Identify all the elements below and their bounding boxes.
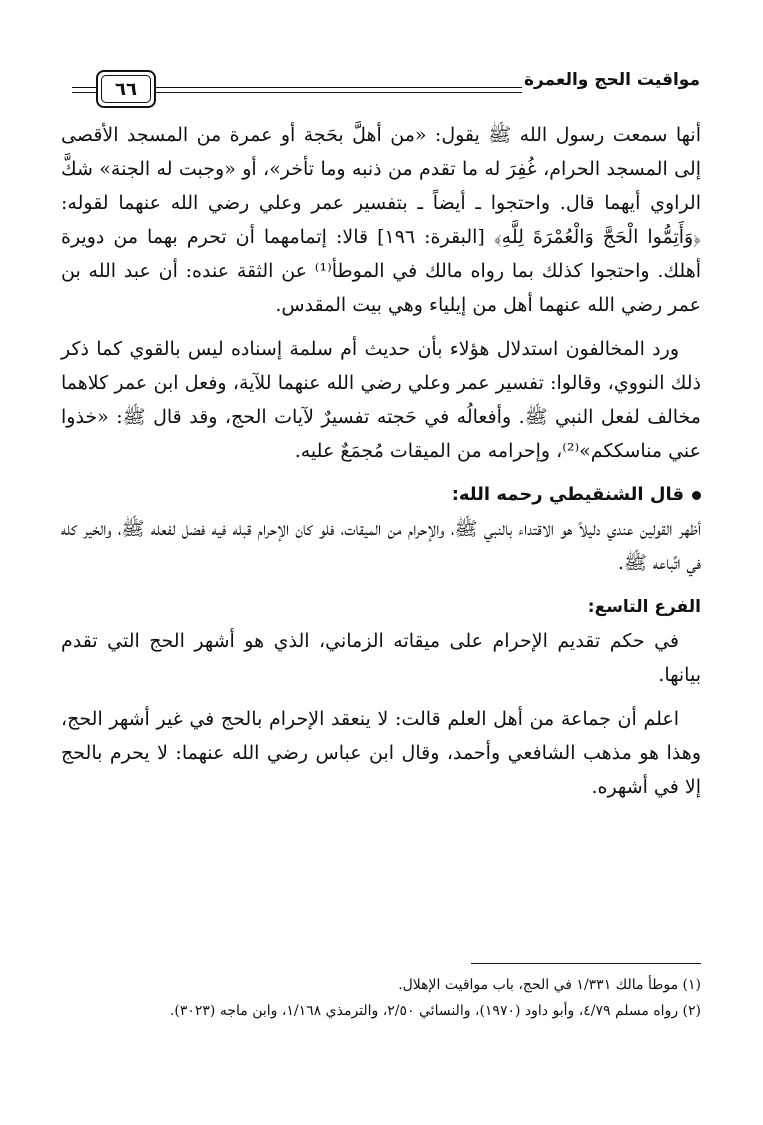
spacer [61,580,701,590]
footnote-2: (٢) رواه مسلم ٤/٧٩، وأبو داود (١٩٧٠)، والنسائي ٢/٥٠، والترمذي ١/١٦٨، وابن ماجه (٣٠٢٣). [169,1003,701,1019]
page-body [61,118,701,804]
shanqiti-heading [61,478,701,512]
paragraph-4: في حكم تقديم الإحرام على ميقاته الزماني، الذي هو أشهر الحج التي تقدم بيانها. [61,630,701,686]
paragraph-2: ورد المخالفون استدلال هؤلاء بأن حديث أم سلمة إسناده ليس بالقوي كما ذكر ذلك النووي، وقالوا: تفسير عمر وعلي رضي الله عنهما للآية، وفعل ابن عمر كلاهما مخالف لفعل النبي ﷺ. وأفعالُه في حَجته تفسيرٌ لآيات الحج، وقد قال ﷺ: «خذوا عني مناسككم»⁽²⁾، وإحرامه من الميقات مُجمَعٌ عليه. [61,338,701,462]
paragraph-3: أظهر القولين عندي دليلاً هو الاقتداء بالنبي ﷺ، والإحرام من الميقات، فلو كان الإحرام قبله فيه فضل لفعله ﷺ، والخير كله في اتِّباعه ﷺ. [61,518,701,574]
shanqiti-heading-text: قال الشنقيطي رحمه الله: [451,484,684,505]
page-number-frame [96,70,156,108]
header-rule [156,92,522,93]
spacer [61,468,701,478]
page-header [72,64,700,108]
bullet-icon [692,491,701,500]
paragraph-1: أنها سمعت رسول الله ﷺ يقول: «من أهلَّ بحَجة أو عمرة من المسجد الأقصى إلى المسجد الحرام، غُفِرَ له ما تقدم من ذنبه وما تأخر»، أو «وجبت له الجنة» شكَّ الراوي أيهما قال. واحتجوا ـ أيضاً ـ بتفسير عمر وعلي رضي الله عنهما لقوله: ﴿وَأَتِمُّوا الْحَجَّ وَالْعُمْرَةَ لِلَّهِ﴾ [البقرة: ١٩٦] قالا: إتمامهما أن تحرم بهما من دويرة أهلك. واحتجوا كذلك بما رواه مالك في الموطأ⁽¹⁾ عن الثقة عنده: أن عبد الله بن عمر رضي الله عنهما أهل من إيلياء وهي بيت المقدس. [61,124,701,316]
header-rule [72,92,96,93]
spacer [61,692,701,702]
paragraph-5: اعلم أن جماعة من أهل العلم قالت: لا ينعقد الإحرام بالحج في غير أشهر الحج، وهذا هو مذهب الشافعي وأحمد، وقال ابن عباس رضي الله عنهما: لا يحرم بالحج إلا في أشهره. [61,708,701,798]
header-rule [156,87,522,88]
spacer [61,322,701,332]
page-number: ٦٦ [101,75,151,103]
footnotes [61,972,701,1024]
running-title: مواقيت الحج والعمرة [523,70,700,90]
branch-heading: الفرع التاسع: [587,597,701,617]
footnote-1: (١) موطأ مالك ١/٣٣١ في الحج، باب مواقيت الإهلال. [398,977,701,993]
footnote-divider [471,963,701,964]
header-rule [72,87,96,88]
